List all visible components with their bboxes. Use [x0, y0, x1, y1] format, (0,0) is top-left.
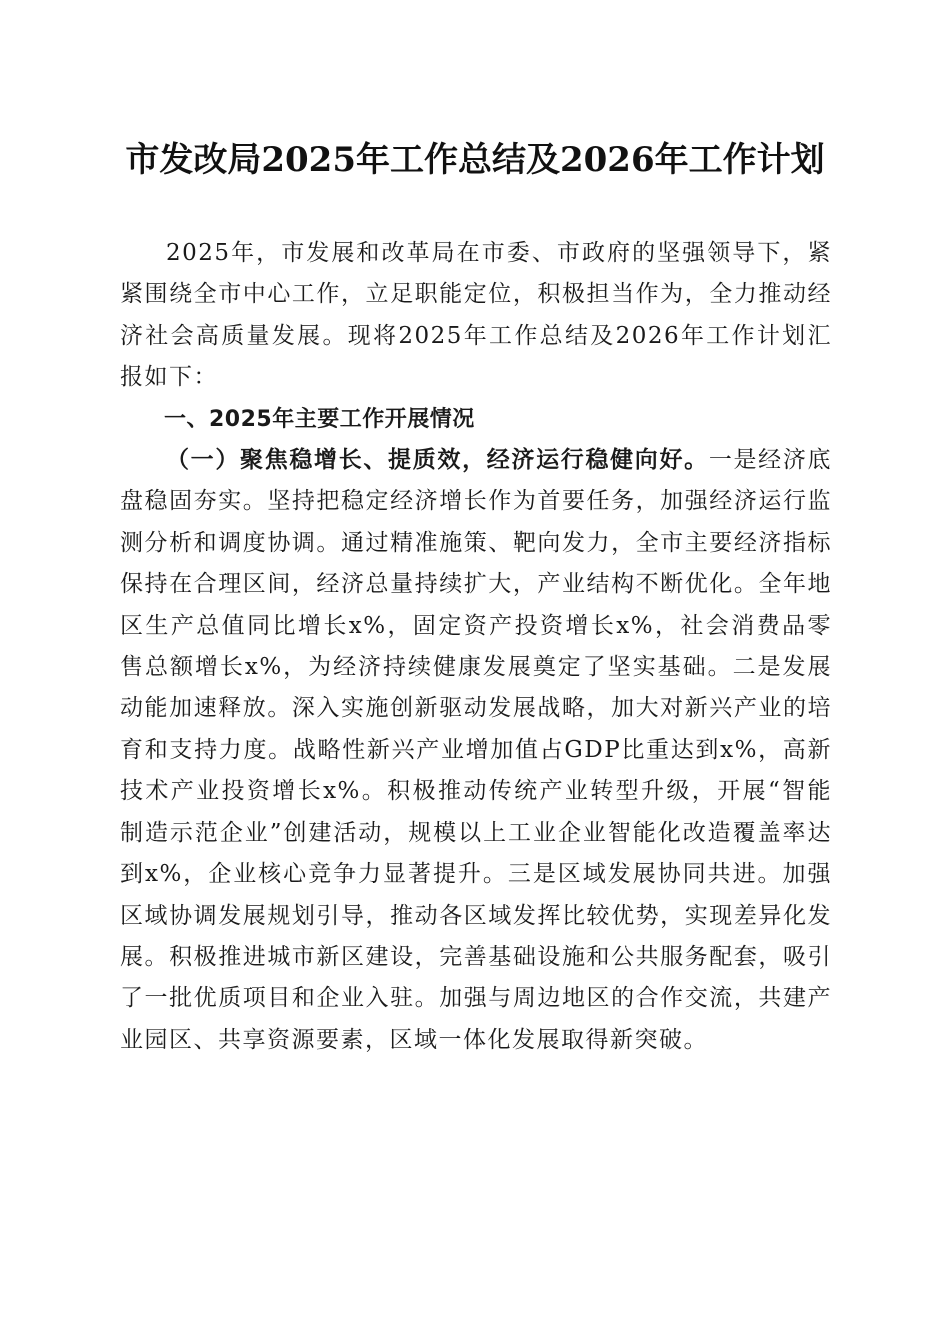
section-heading: 一、2025年主要工作开展情况: [164, 406, 475, 432]
document-title: 市发改局2025年工作总结及2026年工作计划: [125, 140, 825, 180]
document-body: [120, 233, 832, 1061]
intro-paragraph: 2025年，市发展和改革局在市委、市政府的坚强领导下，紧紧围绕全市中心工作，立足职能定位，积极担当作为，全力推动经济社会高质量发展。现将2025年工作总结及2026年工作计划汇报如下：: [120, 240, 832, 391]
subsection-heading: （一）聚焦稳增长、提质效，经济运行稳健向好。: [166, 447, 709, 474]
subsection-body: 一是经济底盘稳固夯实。坚持把稳定经济增长作为首要任务，加强经济运行监测分析和调度协调。通过精准施策、靶向发力，全市主要经济指标保持在合理区间，经济总量持续扩大，产业结构不断优化。全年地区生产总值同比增长x%，固定资产投资增长x%，社会消费品零售总额增长x%，为经济持续健康发展奠定了坚实基础。二是发展动能加速释放。深入实施创新驱动发展战略，加大对新兴产业的培育和支持力度。战略性新兴产业增加值占GDP比重达到x%，高新技术产业投资增长x%。积极推动传统产业转型升级，开展“智能制造示范企业”创建活动，规模以上工业企业智能化改造覆盖率达到x%，企业核心竞争力显著提升。三是区域发展协同共进。加强区域协调发展规划引导，推动各区域发挥比较优势，实现差异化发展。积极推进城市新区建设，完善基础设施和公共服务配套，吸引了一批优质项目和企业入驻。加强与周边地区的合作交流，共建产业园区、共享资源要素，区域一体化发展取得新突破。: [120, 447, 833, 1053]
subsection-paragraph: [120, 440, 832, 1061]
